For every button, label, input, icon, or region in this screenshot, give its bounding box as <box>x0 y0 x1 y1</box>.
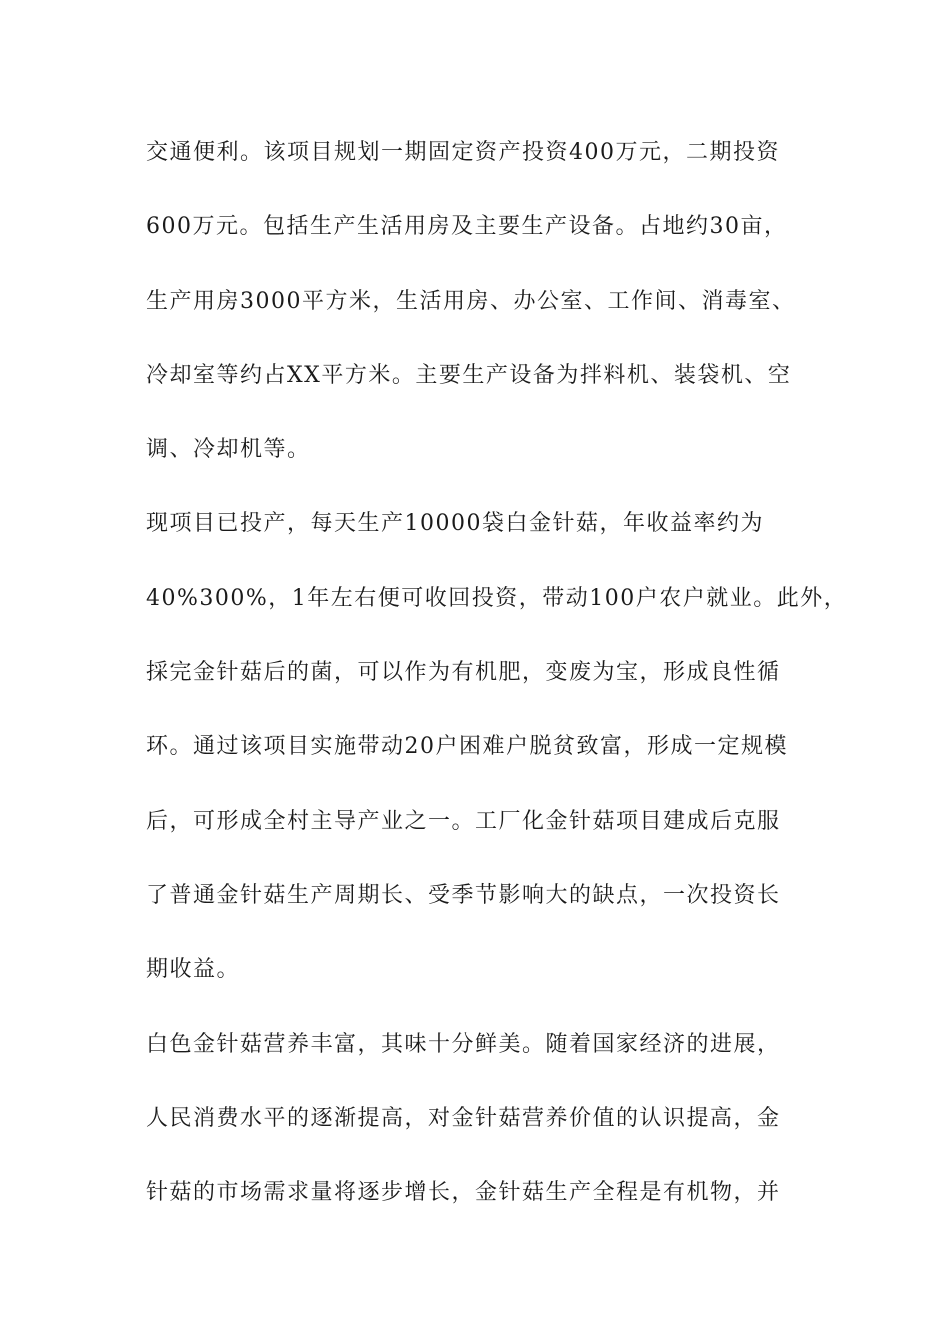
text-line: 了普通金针菇生产周期长、受季节影响大的缺点，一次投资长 <box>146 882 781 908</box>
text-line: 40%300%，1年左右便可收回投资，带动100户农户就业。此外， <box>146 585 848 611</box>
text-line: 针菇的市场需求量将逐步增长，金针菇生产全程是有机物，并 <box>146 1180 781 1206</box>
text-line: 冷却室等约占XX平方米。主要生产设备为拌料机、装袋机、空 <box>146 362 792 388</box>
text-line: 环。通过该项目实施带动20户困难户脱贫致富，形成一定规模 <box>146 734 788 760</box>
text-line: 期收益。 <box>146 957 241 983</box>
text-line: 600万元。包括生产生活用房及主要生产设备。占地约30亩， <box>146 214 788 240</box>
body-text <box>146 133 848 1247</box>
text-line: 人民消费水平的逐渐提高，对金针菇营养价值的认识提高，金 <box>146 1105 781 1131</box>
text-line: 调、冷却机等。 <box>146 437 311 463</box>
text-line: 生产用房3000平方米，生活用房、办公室、工作间、消毒室、 <box>146 288 796 314</box>
text-line: 现项目已投产，每天生产10000袋白金针菇，年收益率约为 <box>146 511 764 537</box>
text-line: 交通便利。该项目规划一期固定资产投资400万元，二期投资 <box>146 140 780 165</box>
text-line: 后，可形成全村主导产业之一。工厂化金针菇项目建成后克服 <box>146 808 781 834</box>
text-line: 採完金针菇后的菌，可以作为有机肥，变废为宝，形成良性循 <box>146 660 781 686</box>
text-line: 白色金针菇营养丰富，其味十分鲜美。随着国家经济的进展， <box>146 1031 781 1057</box>
